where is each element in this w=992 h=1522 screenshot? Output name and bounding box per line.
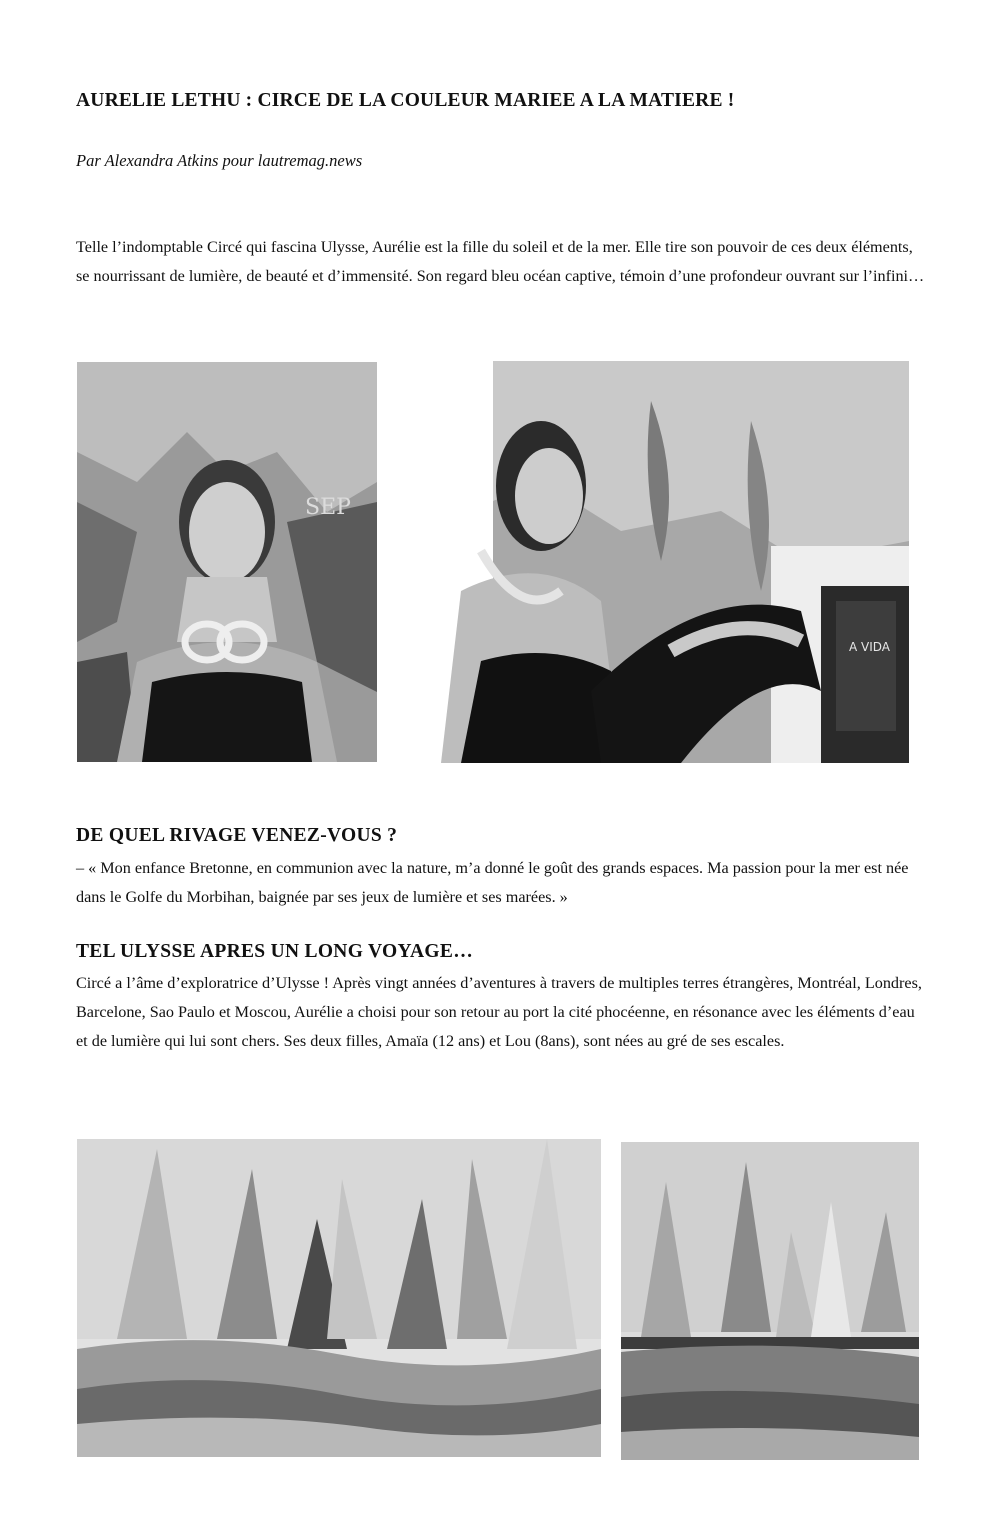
section-body-rivage: – « Mon enfance Bretonne, en communion avec la nature, m’a donné le goût des grands espaces. Ma passion pour la mer est née dans le Golfe du Morbihan, baignée par ses jeux de lumière et ses marées. »	[76, 859, 909, 906]
portrait-photo-left	[77, 362, 377, 762]
sign-text-right: A VIDA	[849, 640, 891, 654]
sign-text-left: SEP	[305, 495, 351, 520]
sails-artwork-left	[77, 1139, 601, 1457]
intro-paragraph: Telle l’indomptable Circé qui fascina Ulysse, Aurélie est la fille du soleil et de la mer. Elle tire son pouvoir de ces deux éléments, se nourrissant de lumière, de beauté et d’immensité. Son regard bleu océan captive, témoin d’une profondeur ouvrant sur l’infini…	[76, 238, 925, 285]
section-body-ulysse: Circé a l’âme d’exploratrice d’Ulysse ! Après vingt années d’aventures à travers de multiples terres étrangères, Montréal, Londres, Barcelone, Sao Paulo et Moscou, Aurélie a choisi pour son retour au port la cité phocéenne, en résonance avec les éléments d’eau et de lumière qui lui sont chers. Ses deux filles, Amaïa (12 ans) et Lou (8ans), sont nées au gré de ses escales.	[76, 974, 922, 1050]
portrait-photo-right	[421, 361, 909, 763]
section-heading-rivage: DE QUEL RIVAGE VENEZ-VOUS ?	[76, 825, 398, 846]
article-title: AURELIE LETHU : CIRCE DE LA COULEUR MARIEE A LA MATIERE !	[76, 90, 735, 111]
article-byline: Par Alexandra Atkins pour lautremag.news	[76, 151, 363, 170]
section-heading-ulysse: TEL ULYSSE APRES UN LONG VOYAGE…	[76, 941, 473, 962]
sails-artwork-right	[621, 1142, 919, 1460]
